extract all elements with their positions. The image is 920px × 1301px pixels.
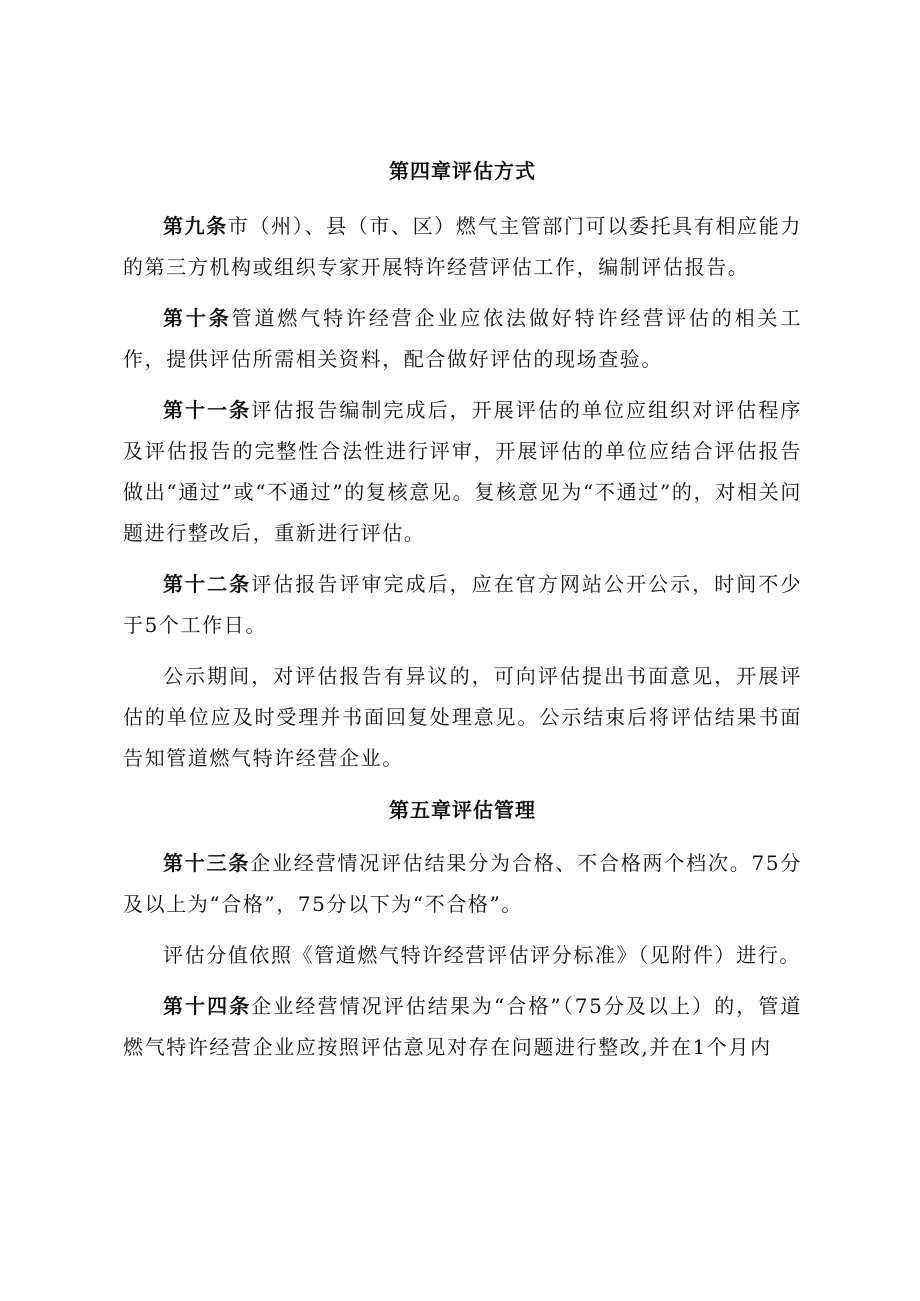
article-12-paragraph-2: 公示期间，对评估报告有异议的，可向评估提出书面意见，开展评估的单位应及时受理并书面回复处理意见。公示结束后将评估结果书面告知管道燃气特许经营企业。 — [123, 664, 802, 770]
article-12 — [123, 564, 802, 646]
article-9 — [123, 206, 802, 288]
article-11 — [123, 390, 802, 554]
article-10-text: 管道燃气特许经营企业应依法做好特许经营评估的相关工作，提供评估所需相关资料，配合做好评估的现场查验。 — [123, 306, 802, 371]
article-10-number: 第十条 — [163, 306, 232, 330]
article-14 — [123, 986, 802, 1068]
article-14-number: 第十四条 — [163, 994, 252, 1018]
article-13-number: 第十三条 — [163, 851, 251, 875]
article-9-text: 市（州）、县（市、区）燃气主管部门可以委托具有相应能力的第三方机构或组织专家开展特许经营评估工作，编制评估报告。 — [123, 214, 802, 279]
article-10 — [123, 298, 802, 380]
article-11-text: 评估报告编制完成后，开展评估的单位应组织对评估程序及评估报告的完整性合法性进行评审，开展评估的单位应结合评估报告做出“通过”或“不通过”的复核意见。复核意见为“不通过”的，对相关问题进行整改后，重新进行评估。 — [123, 398, 802, 545]
article-9-number: 第九条 — [163, 214, 228, 238]
article-12-number: 第十二条 — [163, 572, 252, 596]
article-13 — [123, 843, 802, 925]
chapter-5-heading: 第五章评估管理 — [389, 798, 536, 822]
chapter-4-heading: 第四章评估方式 — [389, 159, 536, 183]
article-12-text: 评估报告评审完成后，应在官方网站公开公示，时间不少于5个工作日。 — [123, 572, 802, 637]
article-13-text: 企业经营情况评估结果分为合格、不合格两个档次。75分及以上为“合格”，75分以下为“不合格”。 — [123, 851, 802, 916]
article-13-paragraph-2: 评估分值依照《管道燃气特许经营评估评分标准》（见附件）进行。 — [163, 943, 801, 967]
article-14-text: 企业经营情况评估结果为“合格”（75分及以上）的，管道燃气特许经营企业应按照评估意见对存在问题进行整改,并在1个月内 — [123, 994, 802, 1059]
article-11-number: 第十一条 — [163, 398, 252, 422]
